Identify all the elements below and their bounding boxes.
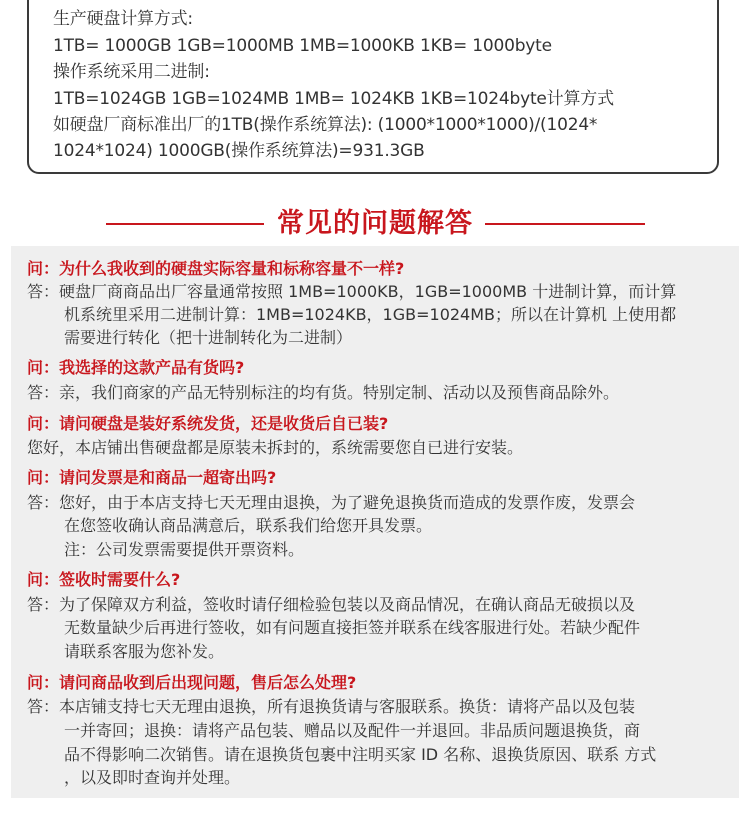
faq-answer-6-line-2: 一并寄回；退换：请将产品包装、赠品以及配件一并退回。非品质问题退换货，商 <box>64 721 641 740</box>
faq-answer-1-line-1: 答：硬盘厂商商品出厂容量通常按照 1MB=1000KB，1GB=1000MB 十进制计算，而计算 <box>27 282 677 301</box>
info-line-6: 1024*1024) 1000GB(操作系统算法)=931.3GB <box>53 141 425 161</box>
faq-answer-5-line-1: 答：为了保障双方利益，签收时请仔细检验包装以及商品情况，在确认商品无破损以及 <box>27 595 636 614</box>
faq-answer-4-line-2: 在您签收确认商品满意后，联系我们给您开具发票。 <box>64 516 433 535</box>
info-line-4: 1TB=1024GB 1GB=1024MB 1MB= 1024KB 1KB=1024byte计算方式 <box>53 89 614 109</box>
faq-answer-1-line-2: 机系统里采用二进制计算：1MB=1024KB，1GB=1024MB；所以在计算机 上使用都 <box>64 305 677 324</box>
faq-answer-6-line-4: ，以及即时查询并处理。 <box>64 768 241 787</box>
faq-question-4: 问：请问发票是和商品一超寄出吗? <box>27 468 277 487</box>
faq-answer-6-line-1: 答：本店铺支持七天无理由退换，所有退换货请与客服联系。换货：请将产品以及包装 <box>27 697 636 716</box>
section-title: 常见的问题解答 <box>277 208 473 239</box>
faq-answer-1-line-3: 需要进行转化（把十进制转化为二进制） <box>64 328 353 347</box>
info-line-5: 如硬盘厂商标准出厂的1TB(操作系统算法): (1000*1000*1000)/(1024* <box>53 115 598 135</box>
faq-section-header <box>0 204 750 244</box>
faq-answer-5-line-3: 请联系客服为您补发。 <box>64 642 225 661</box>
faq-question-1: 问：为什么我收到的硬盘实际容量和标称容量不一样? <box>27 259 405 278</box>
faq-answer-2-line-1: 答：亲，我们商家的产品无特别标注的均有货。特别定制、活动以及预售商品除外。 <box>27 383 620 402</box>
faq-question-5: 问：签收时需要什么? <box>27 570 181 589</box>
faq-answer-4-line-1: 答：您好，由于本店支持七天无理由退换，为了避免退换货而造成的发票作废，发票会 <box>27 493 636 512</box>
info-line-1: 生产硬盘计算方式: <box>53 9 193 29</box>
info-line-2: 1TB= 1000GB 1GB=1000MB 1MB=1000KB 1KB= 1000byte <box>53 36 552 56</box>
faq-answer-4-line-3: 注：公司发票需要提供开票资料。 <box>64 540 305 559</box>
faq-question-6: 问：请问商品收到后出现问题，售后怎么处理? <box>27 673 357 692</box>
faq-answer-3-line-1: 您好，本店铺出售硬盘都是原装未拆封的，系统需要您自已进行安装。 <box>27 438 524 457</box>
faq-answer-6-line-3: 品不得影响二次销售。请在退换货包裹中注明买家 ID 名称、退换货原因、联系 方式 <box>64 745 657 764</box>
faq-question-2: 问：我选择的这款产品有货吗? <box>27 358 245 377</box>
faq-question-3: 问：请问硬盘是装好系统发货，还是收货后自已装? <box>27 414 389 433</box>
faq-answer-5-line-2: 无数量缺少后再进行签收，如有问题直接拒签并联系在线客服进行处。若缺少配件 <box>64 618 641 637</box>
info-line-3: 操作系统采用二进制: <box>53 62 210 82</box>
